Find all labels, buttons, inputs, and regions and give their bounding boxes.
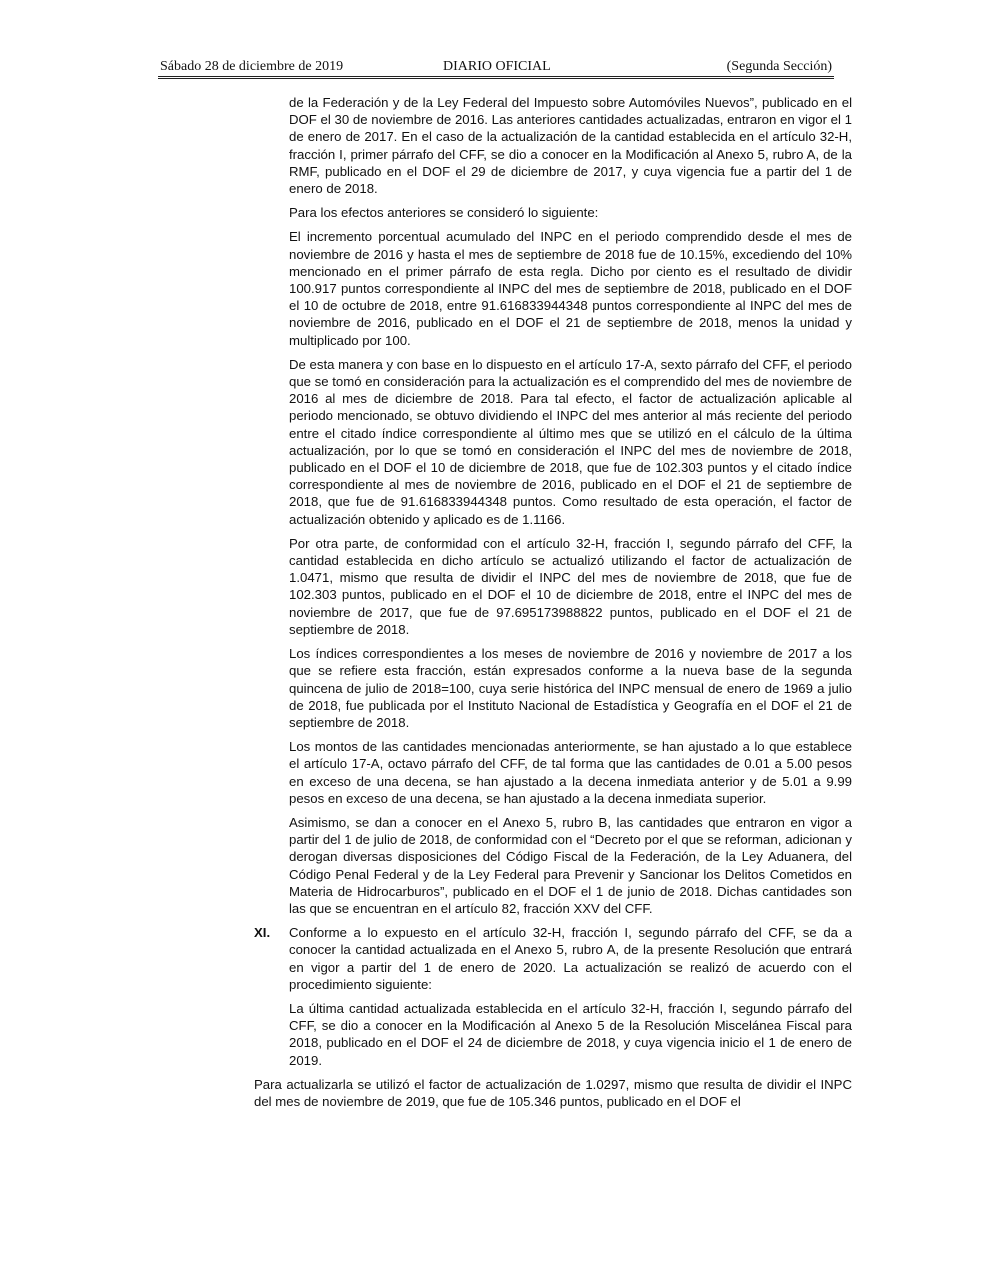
paragraph: La última cantidad actualizada establecida en el artículo 32-H, fracción I, segundo párrafo del CFF, se dio a conocer en la Modificación al Anexo 5 de la Resolución Miscelánea Fiscal para 2018, publicado en el DOF el 24 de diciembre de 2018, y cuya vigencia inicio el 1 de enero de 2019.: [289, 1000, 852, 1068]
paragraph: De esta manera y con base en lo dispuesto en el artículo 17-A, sexto párrafo del CFF, el periodo que se tomó en consideración para la actualización es el comprendido del mes de noviembre de 2016 al mes de diciembre de 2018. Para tal efecto, el factor de actualización aplicable al periodo mencionado, se obtuvo dividiendo el INPC del mes anterior al más reciente del periodo entre el citado índice correspondiente al último mes que se utilizó en el cálculo de la última actualización, por lo que se tomó en consideración el INPC del mes de noviembre de 2018, publicado en el DOF el 10 de diciembre de 2018, que fue de 102.303 puntos y el citado índice correspondiente al mes de noviembre de 2016, publicado en el DOF el 21 de septiembre de 2018, que fue de 91.616833944348 puntos. Como resultado de esta operación, el factor de actualización obtenido y aplicado es de 1.1166.: [289, 356, 852, 527]
item-number: XI.: [254, 925, 271, 941]
header-title: DIARIO OFICIAL: [443, 59, 551, 74]
header-section: (Segunda Sección): [726, 59, 832, 74]
paragraph: El incremento porcentual acumulado del INPC en el periodo comprendido desde el mes de noviembre de 2016 y hasta el mes de septiembre de 2018 fue de 10.15%, excediendo del 10% mencionado en el primer párrafo de esta regla. Dicho por ciento es el resultado de dividir 100.917 puntos correspondiente al INPC del mes de septiembre de 2018, publicado en el DOF el 10 de octubre de 2018, entre 91.616833944348 puntos correspondiente al INPC del mes de noviembre de 2016, publicado en el DOF el 21 de septiembre de 2018, menos la unidad y multiplicado por 100.: [289, 229, 852, 348]
header-rule-bottom: [158, 78, 834, 79]
paragraph: Para los efectos anteriores se consideró lo siguiente:: [289, 205, 599, 221]
paragraph: Asimismo, se dan a conocer en el Anexo 5, rubro B, las cantidades que entraron en vigor a partir del 1 de julio de 2018, de conformidad con el “Decreto por el que se reforman, adicionan y derogan diversas disposiciones del Código Fiscal de la Federación, de la Ley Aduanera, del Código Penal Federal y de la Ley Federal para Prevenir y Sancionar los Delitos Cometidos en Materia de Hidrocarburos”, publicado en el DOF el 1 de junio de 2018. Dichas cantidades son las que se encuentran en el artículo 82, fracción XXV del CFF.: [289, 814, 852, 916]
page-header: [160, 58, 832, 76]
paragraph: Los montos de las cantidades mencionadas anteriormente, se han ajustado a lo que establece el artículo 17-A, octavo párrafo del CFF, de tal forma que las cantidades de 0.01 a 5.00 pesos en exceso de una decena, se han ajustado a la decena inmediata anterior y de 5.01 a 9.99 pesos en exceso de una decena, se han ajustado a la decena inmediata superior.: [289, 739, 852, 806]
list-item-xi: [254, 924, 852, 993]
paragraph: Los índices correspondientes a los meses de noviembre de 2016 y noviembre de 2017 a los que se refiere esta fracción, están expresados conforme a la nueva base de la segunda quincena de julio de 2018=100, cuya serie histórica del INPC mensual de enero de 1969 a julio de 2018, fue publicada por el Instituto Nacional de Estadística y Geografía en el DOF el 21 de septiembre de 2018.: [289, 646, 852, 730]
header-rule-top: [158, 76, 834, 77]
document-body: [254, 94, 852, 1117]
paragraph: de la Federación y de la Ley Federal del Impuesto sobre Automóviles Nuevos”, publicado en el DOF el 30 de noviembre de 2016. Las anteriores cantidades actualizadas, entraron en vigor el 1 de enero de 2017. En el caso de la actualización de la cantidad establecida en el artículo 32-H, fracción I, primer párrafo del CFF, se dio a conocer en la Modificación al Anexo 5, rubro A, de la RMF, publicado en el DOF el 29 de diciembre de 2017, y cuya vigencia fue a partir del 1 de enero de 2018.: [289, 95, 852, 197]
header-date: Sábado 28 de diciembre de 2019: [160, 59, 344, 74]
item-text: Conforme a lo expuesto en el artículo 32-H, fracción I, segundo párrafo del CFF, se da a conocer la cantidad actualizada en el Anexo 5, rubro A, de la presente Resolución que entrará en vigor a partir del 1 de enero de 2020. La actualización se realizó de acuerdo con el procedimiento siguiente:: [289, 925, 852, 992]
paragraph: Para actualizarla se utilizó el factor de actualización de 1.0297, mismo que resulta de dividir el INPC del mes de noviembre de 2019, que fue de 105.346 puntos, publicado en el DOF el: [254, 1076, 852, 1109]
paragraph: Por otra parte, de conformidad con el artículo 32-H, fracción I, segundo párrafo del CFF, la cantidad establecida en dicho artículo se actualizó utilizando el factor de actualización de 1.0471, mismo que resulta de dividir el INPC del mes de noviembre de 2018, que fue de 102.303 puntos, publicado en el DOF el 10 de diciembre de 2018, entre el INPC del mes de noviembre de 2017, que fue de 97.695173988822 puntos, publicado en el DOF el 21 de septiembre de 2018.: [289, 535, 852, 637]
